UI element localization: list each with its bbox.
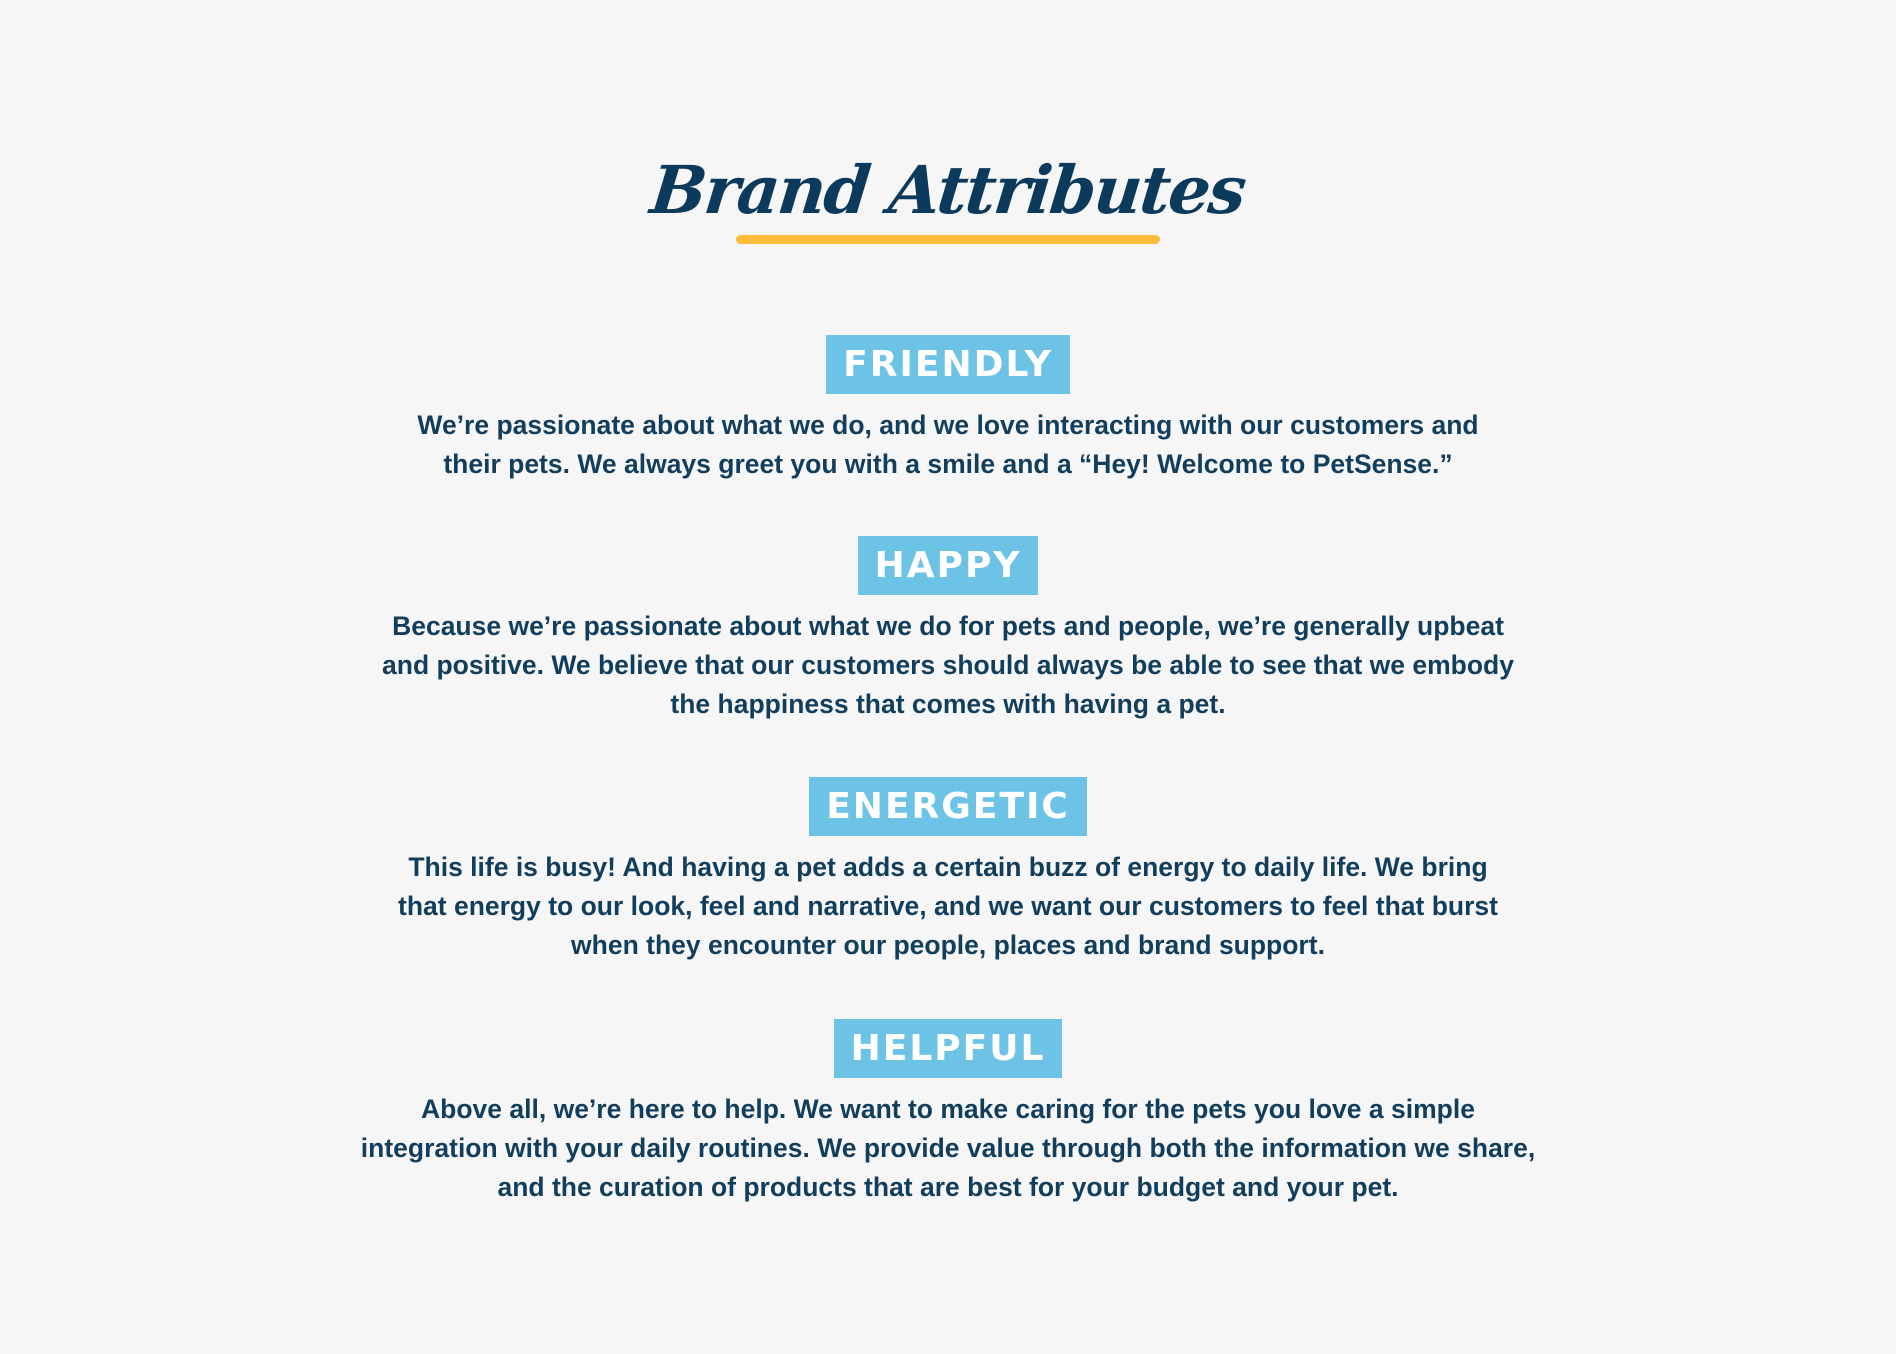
title-container [0, 150, 1896, 230]
attribute-badge: FRIENDLY [826, 335, 1070, 394]
section-happy [348, 536, 1548, 724]
page-title: Brand Attributes [647, 151, 1249, 229]
title-underline [736, 235, 1160, 244]
attribute-description: Above all, we’re here to help. We want to make caring for the pets you love a simple integration with your daily routines. We provide value through both the information we share, and the curation of products that are best for your budget and your pet. [360, 1094, 1536, 1202]
section-energetic [348, 777, 1548, 965]
attribute-description: Because we’re passionate about what we do for pets and people, we’re generally upbeat and positive. We believe that our customers should always be able to see that we embody the happiness that comes with having a pet. [382, 611, 1514, 719]
attribute-badge: HAPPY [858, 536, 1039, 595]
attribute-description: This life is busy! And having a pet adds a certain buzz of energy to daily life. We bring that energy to our look, feel and narrative, and we want our customers to feel that burst when they encounter our people, places and brand support. [398, 852, 1498, 960]
attribute-badge: ENERGETIC [809, 777, 1087, 836]
attribute-description: We’re passionate about what we do, and we love interacting with our customers and their pets. We always greet you with a smile and a “Hey! Welcome to PetSense.” [417, 410, 1479, 479]
section-helpful [348, 1019, 1548, 1207]
attribute-badge: HELPFUL [834, 1019, 1063, 1078]
section-friendly [348, 335, 1548, 484]
